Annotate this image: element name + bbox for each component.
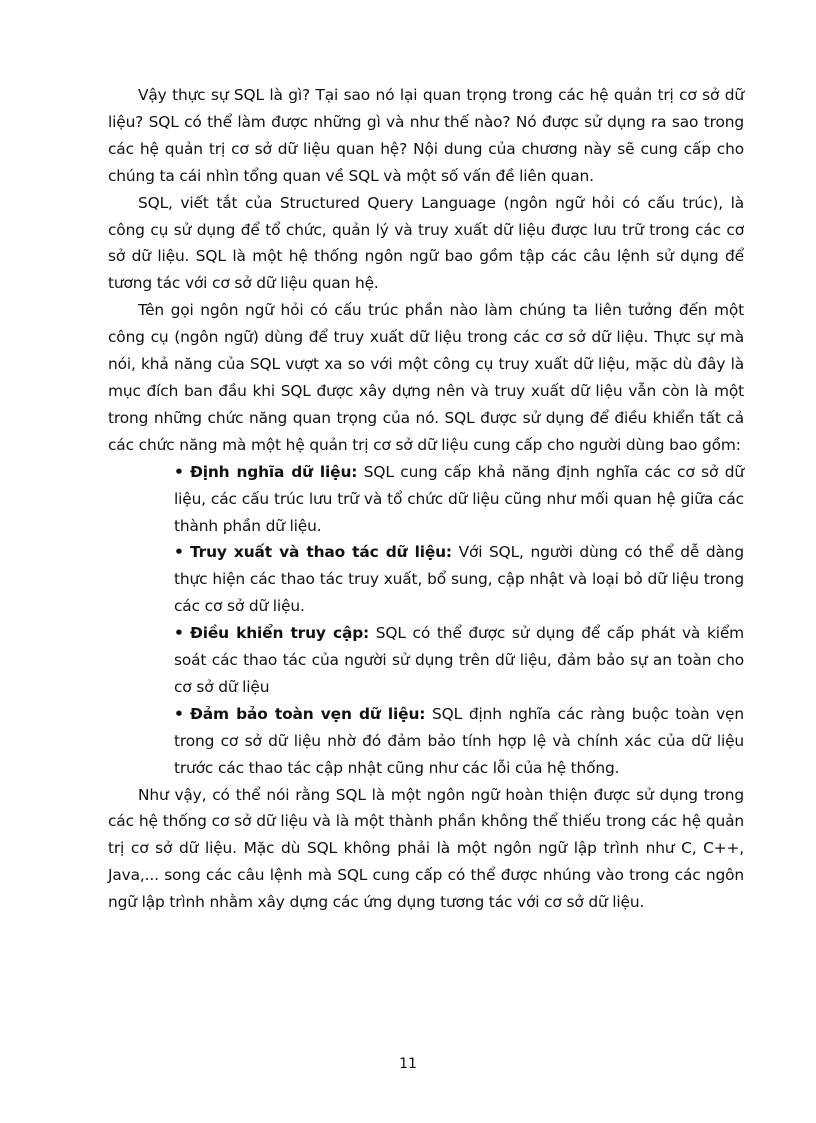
bullet-icon: •: [174, 543, 184, 562]
bullet-term: Truy xuất và thao tác dữ liệu:: [190, 543, 452, 562]
intro-paragraph-3: Tên gọi ngôn ngữ hỏi có cấu trúc phần nào làm chúng ta liên tưởng đến một công cụ (ngôn ngữ) dùng để truy xuất dữ liệu trong các cơ sở dữ liệu. Thực sự mà nói, khả năng của SQL vượt xa so với một công cụ truy xuất dữ liệu, mặc dù đây là mục đích ban đầu khi SQL được xây dựng nên và truy xuất dữ liệu vẫn còn là một trong những chức năng quan trọng của nó. SQL được sử dụng để điều khiển tất cả các chức năng mà một hệ quản trị cơ sở dữ liệu cung cấp cho người dùng bao gồm:: [108, 301, 744, 454]
bullet-icon: •: [174, 624, 184, 643]
bullet-text: Với SQL, người dùng có thể dễ dàng thực hiện các thao tác truy xuất, bổ sung, cập nhật và loại bỏ dữ liệu trong các cơ sở dữ liệu.: [174, 543, 744, 616]
bullet-term: Đảm bảo toàn vẹn dữ liệu:: [190, 704, 426, 723]
intro-paragraph-1: Vậy thực sự SQL là gì? Tại sao nó lại quan trọng trong các hệ quản trị cơ sở dữ liệu? SQL có thể làm được những gì và như thế nào? Nó được sử dụng ra sao trong các hệ quản trị cơ sở dữ liệu quan hệ? Nội dung của chương này sẽ cung cấp cho chúng ta cái nhìn tổng quan về SQL và một số vấn đề liên quan.: [108, 86, 744, 185]
bullet-icon: •: [174, 462, 184, 481]
document-body: [108, 82, 744, 916]
bullet-term: Định nghĩa dữ liệu:: [190, 462, 358, 481]
list-item: [174, 620, 744, 701]
list-item: [174, 701, 744, 782]
list-item: [174, 539, 744, 620]
page-number: 11: [399, 1056, 417, 1072]
bullet-text: SQL định nghĩa các ràng buộc toàn vẹn trong cơ sở dữ liệu nhờ đó đảm bảo tính hợp lệ và chính xác của dữ liệu trước các thao tác cập nhật cũng như các lỗi của hệ thống.: [174, 704, 744, 777]
conclusion-paragraph: Như vậy, có thể nói rằng SQL là một ngôn ngữ hoàn thiện được sử dụng trong các hệ thống cơ sở dữ liệu và là một thành phần không thể thiếu trong các hệ quản trị cơ sở dữ liệu. Mặc dù SQL không phải là một ngôn ngữ lập trình như C, C++, Java,... song các câu lệnh mà SQL cung cấp có thể được nhúng vào trong các ngôn ngữ lập trình nhằm xây dựng các ứng dụng tương tác với cơ sở dữ liệu.: [108, 785, 744, 912]
bullet-icon: •: [174, 704, 184, 723]
bullet-term: Điều khiển truy cập:: [190, 624, 370, 643]
list-item: [174, 459, 744, 540]
bullet-text: SQL có thể được sử dụng để cấp phát và kiểm soát các thao tác của người sử dụng trên dữ liệu, đảm bảo sự an toàn cho cơ sở dữ liệu: [174, 624, 744, 696]
sql-functions-list: [108, 459, 744, 782]
bullet-text: SQL cung cấp khả năng định nghĩa các cơ sở dữ liệu, các cấu trúc lưu trữ và tổ chức dữ liệu cũng như mối quan hệ giữa các thành phần dữ liệu.: [174, 462, 744, 535]
intro-paragraph-2: SQL, viết tắt của Structured Query Language (ngôn ngữ hỏi có cấu trúc), là công cụ sử dụng để tổ chức, quản lý và truy xuất dữ liệu được lưu trữ trong các cơ sở dữ liệu. SQL là một hệ thống ngôn ngữ bao gồm tập các câu lệnh sử dụng để tương tác với cơ sở dữ liệu quan hệ.: [108, 193, 744, 293]
